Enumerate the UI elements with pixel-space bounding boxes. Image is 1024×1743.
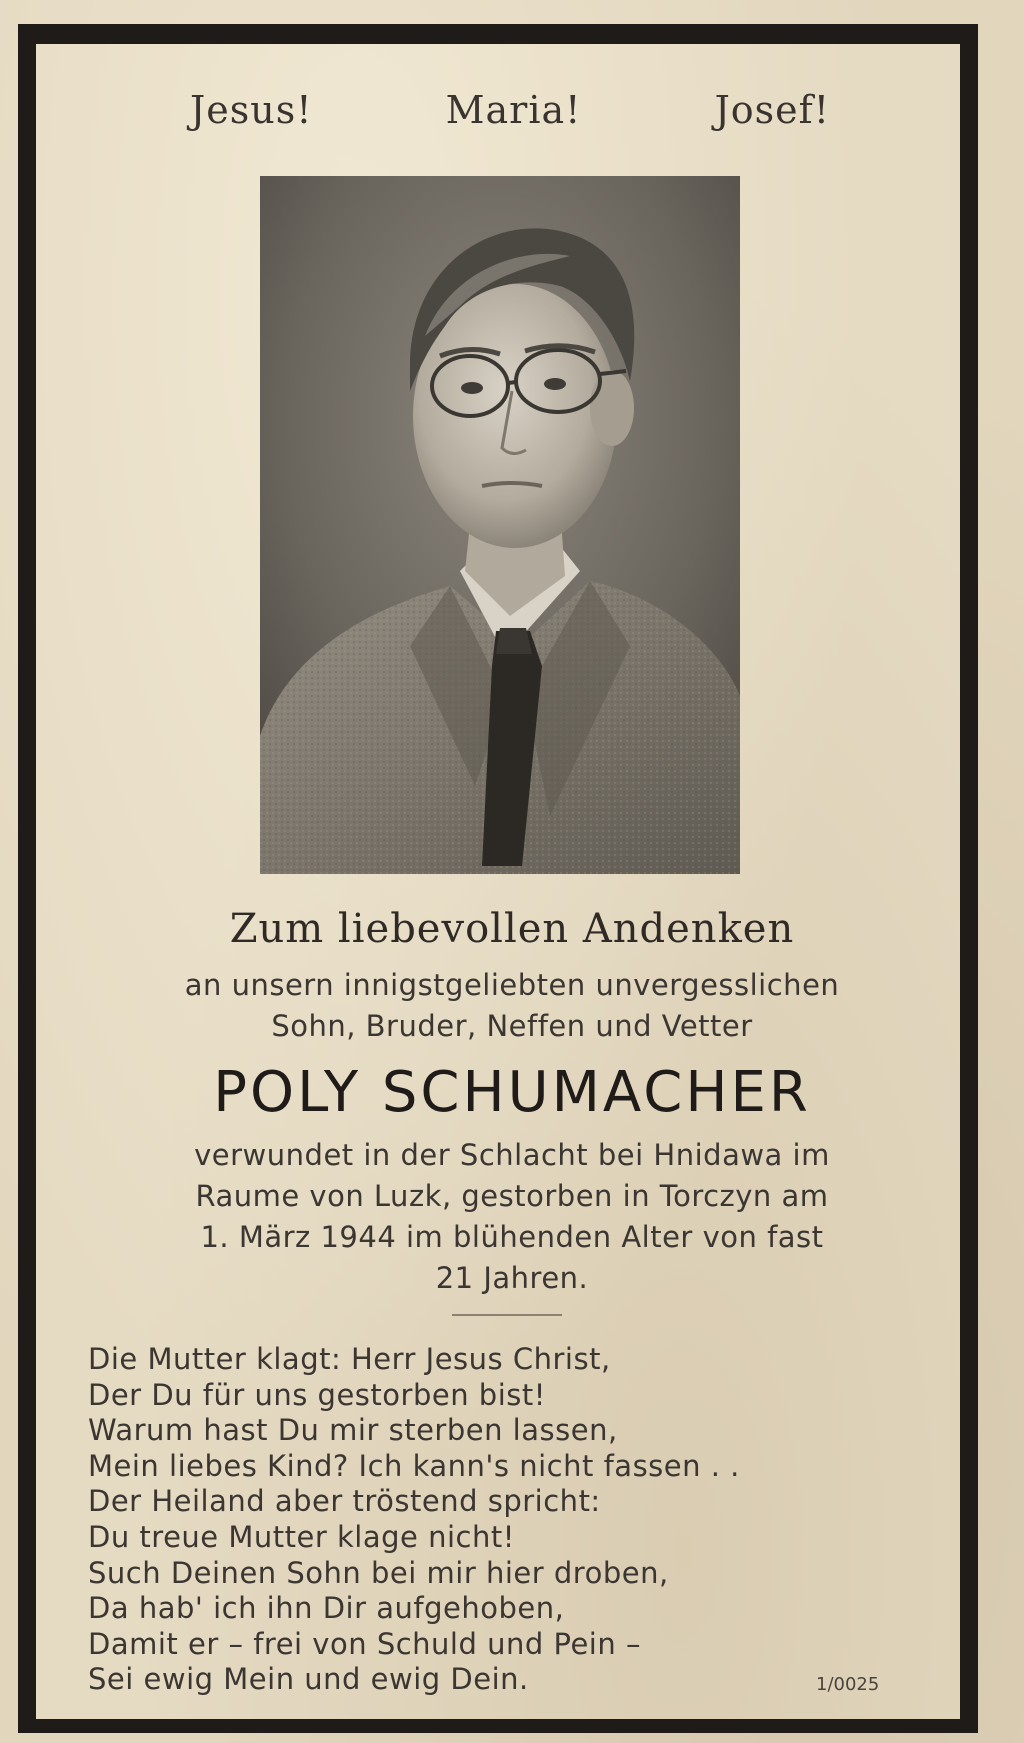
poem-line: Der Du für uns gestorben bist! [88,1377,546,1412]
invocation-line [190,88,830,132]
poem [88,1342,968,1698]
intro-line: an unsern innigstgeliebten unvergesslichen [184,968,840,1002]
invocation-maria: Maria! [445,88,582,132]
deceased-name: POLY SCHUMACHER [213,1060,811,1125]
details-line: verwundet in der Schlacht bei Hnidawa im [194,1138,830,1172]
intro-line: Sohn, Bruder, Neffen und Vetter [271,1009,753,1043]
poem-line: Mein liebes Kind? Ich kann's nicht fassen . . [88,1448,740,1483]
poem-line: Sei ewig Mein und ewig Dein. [88,1662,529,1697]
poem-line: Damit er – frei von Schuld und Pein – [88,1626,641,1661]
poem-line: Da hab' ich ihn Dir aufgehoben, [88,1591,565,1626]
details-line: Raume von Luzk, gestorben in Torczyn am [195,1179,829,1213]
poem-line: Such Deinen Sohn bei mir hier droben, [88,1555,669,1590]
portrait-photo [260,176,740,874]
poem-line: Die Mutter klagt: Herr Jesus Christ, [88,1342,611,1376]
poem-line: Der Heiland aber tröstend spricht: [88,1484,601,1519]
poem-line: Du treue Mutter klage nicht! [88,1519,515,1554]
print-code: 1/0025 [816,1674,880,1695]
details-line: 1. März 1944 im blühenden Alter von fast [200,1220,824,1254]
invocation-jesus: Jesus! [190,88,313,132]
details-line: 21 Jahren. [435,1261,589,1295]
invocation-josef: Josef! [714,88,830,132]
remembrance-heading: Zum liebevollen Andenken [229,906,795,952]
divider [452,1314,562,1316]
poem-line: Warum hast Du mir sterben lassen, [88,1413,618,1448]
